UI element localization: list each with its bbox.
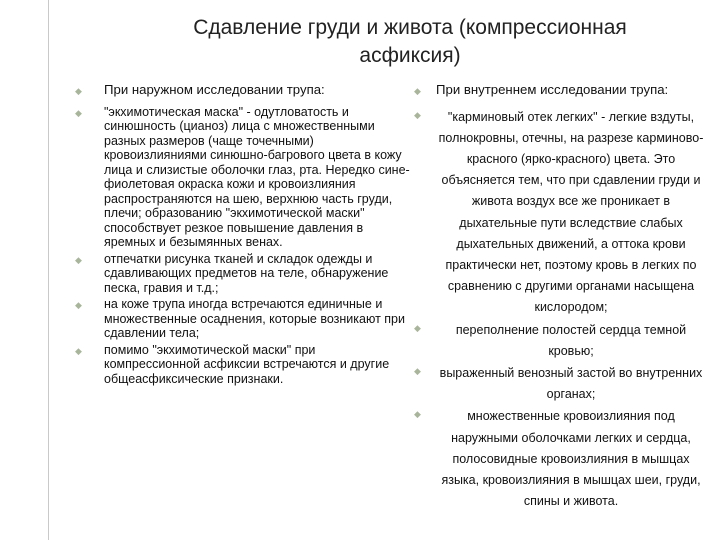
diamond-bullet-icon: ◆ bbox=[75, 345, 82, 356]
diamond-bullet-icon: ◆ bbox=[414, 365, 421, 376]
list-item bbox=[75, 251, 412, 296]
left-frame-line bbox=[48, 0, 49, 540]
diamond-bullet-icon: ◆ bbox=[75, 86, 82, 96]
list-item bbox=[75, 82, 412, 98]
list-item bbox=[75, 297, 412, 341]
internal-examination-list bbox=[414, 83, 706, 513]
internal-heading: При внутреннем исследовании трупа: bbox=[436, 82, 669, 97]
slide-title: Сдавление груди и живота (компрессионная асфиксия) bbox=[193, 16, 627, 67]
diamond-bullet-icon: ◆ bbox=[414, 322, 421, 333]
list-item-text: помимо "экхимотической маски" при компрессионной асфиксии встречаются и другие общеасфиксические признаки. bbox=[104, 342, 390, 386]
list-item-text: отпечатки рисунка тканей и складок одежды и сдавливающих предметов на теле, обнаружение песка, гравия и т.д.; bbox=[104, 251, 389, 295]
list-item-text: переполнение полостей сердца темной кровью; bbox=[455, 322, 687, 358]
list-item bbox=[75, 342, 412, 387]
diamond-bullet-icon: ◆ bbox=[414, 409, 421, 420]
list-item bbox=[414, 107, 706, 319]
list-item-text: выраженный венозный застой во внутренних органах; bbox=[439, 365, 703, 402]
list-item bbox=[75, 104, 412, 250]
diamond-bullet-icon: ◆ bbox=[75, 300, 82, 310]
list-item bbox=[414, 363, 706, 405]
diamond-bullet-icon: ◆ bbox=[414, 86, 421, 96]
external-examination-list bbox=[75, 82, 412, 388]
list-item bbox=[414, 406, 706, 512]
list-item-text: "экхимотическая маска" - одутловатость и синюшность (цианоз) лица с множественными разных размеров (чаще точечными) кровоизлияниями синюшно-багрового цвета в кожу лица и слизистые оболочки глаз, рта. Нередко сине-фиолетовая окраска кожи и кровоизлияния распространяются на шею, верхнюю часть груди, плечи; образованию "экхимотической маски" способствует резкое повышение давления в яремных и безымянных венах. bbox=[104, 104, 410, 249]
list-item bbox=[414, 320, 706, 362]
diamond-bullet-icon: ◆ bbox=[75, 107, 82, 118]
external-heading: При наружном исследовании трупа: bbox=[104, 82, 325, 97]
diamond-bullet-icon: ◆ bbox=[75, 254, 82, 265]
diamond-bullet-icon: ◆ bbox=[414, 109, 421, 120]
list-item-text: "карминовый отек легких" - легкие вздуты, полнокровны, отечны, на разрезе карминово-красного (ярко-красного) цвета. Это объясняется тем, что при сдавлении груди и живота воздух все же проникает в дыхательные пути вследствие слабых дыхательных движений, а оттока крови практически нет, поэтому кровь в легких по сравнению с другими органами насыщена кислородом; bbox=[438, 109, 704, 315]
list-item bbox=[414, 83, 706, 98]
list-item-text: на коже трупа иногда встречаются единичные и множественные осаднения, которые возникают при сдавлении тела; bbox=[104, 297, 405, 340]
list-item-text: множественные кровоизлияния под наружными оболочками легких и сердца, полосовидные кровоизлияния в мышцах языка, кровоизлияния в мышцах шеи, груди, спины и живота. bbox=[441, 409, 701, 509]
